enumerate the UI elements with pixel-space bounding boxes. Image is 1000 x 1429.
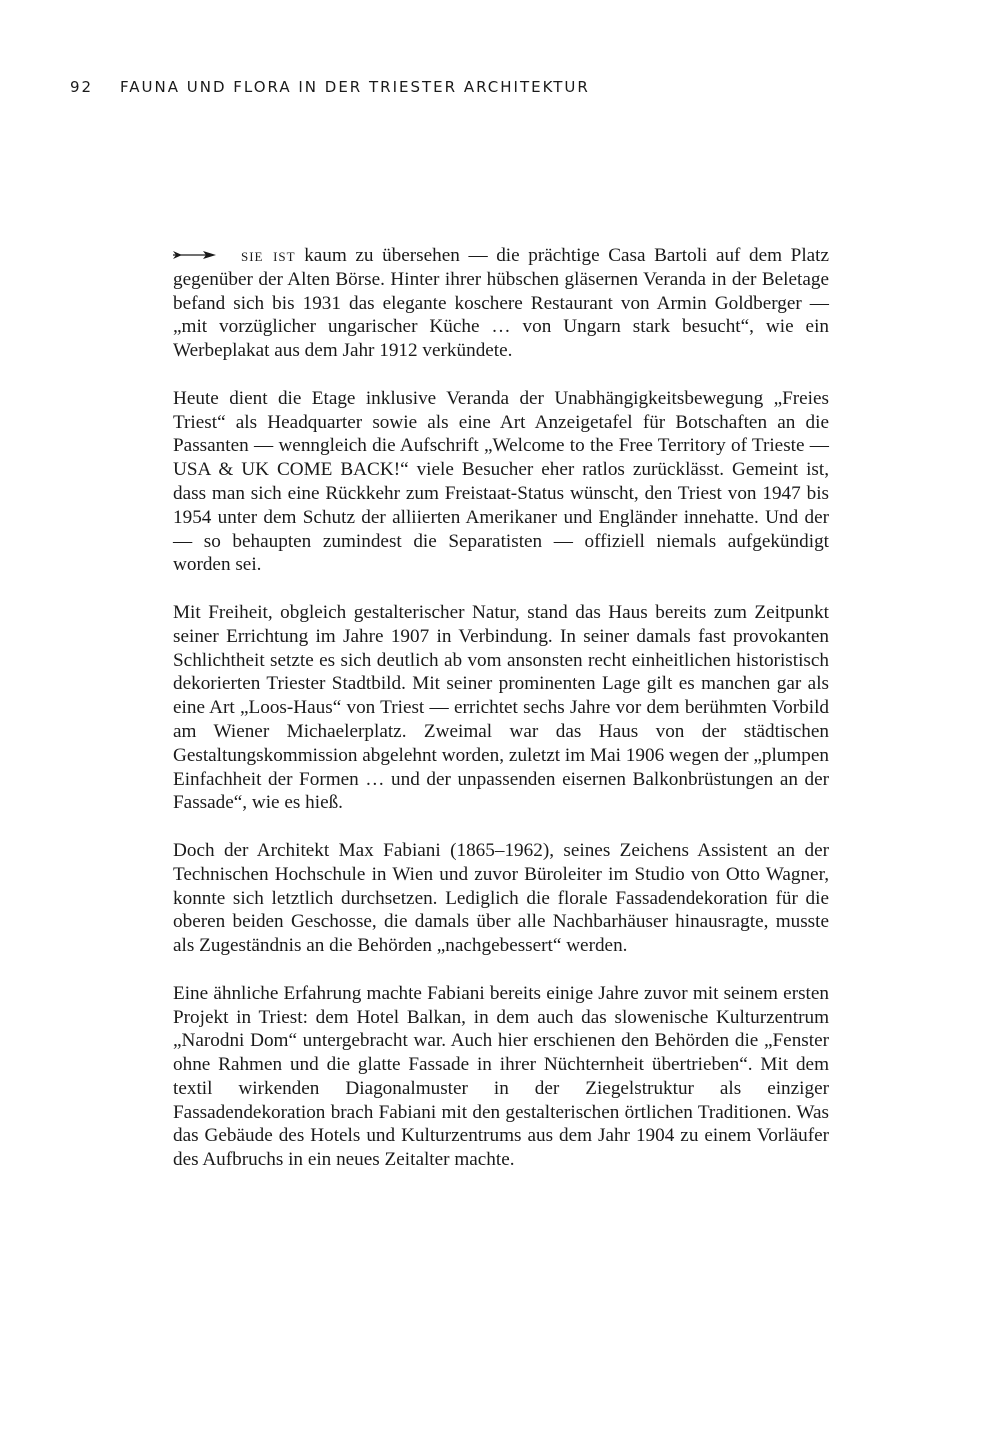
paragraph-3: Mit Freiheit, obgleich gestalterischer Natur, stand das Haus bereits zum Zeitpunkt seiner Errichtung im Jahre 1907 in Verbindung. In seiner damals fast provokanten Schlichtheit setzte es sich deutlich ab vom ansonsten recht einheitlichen historistisch dekorierten Triester Stadtbild. Mit seiner prominenten Lage gilt es manchen gar als eine Art „Loos-Haus“ von Triest — errichtet sechs Jahre vor dem berühmten Vorbild am Wiener Michaelerplatz. Zweimal war das Haus von der städtischen Gestaltungskommission abgelehnt worden, zuletzt im Mai 1906 wegen der „plumpen Einfachheit der Formen … und der unpassenden eisernen Balkonbrüstungen an der Fassade“, wie es hieß. bbox=[173, 601, 829, 814]
page-number: 92 bbox=[70, 78, 94, 96]
running-head bbox=[70, 78, 590, 96]
paragraph-1-text: kaum zu übersehen — die prächtige Casa Bartoli auf dem Platz gegenüber der Alten Börse. Hinter ihrer hübschen gläsernen Veranda in der Beletage befand sich bis 1931 das elegante koschere Restaurant von Armin Goldberger — „mit vorzüglicher ungarischer Küche … von Ungarn stark besucht“, wie ein Werbeplakat aus dem Jahr 1912 verkündete. bbox=[173, 245, 830, 362]
paragraph-2: Heute dient die Etage inklusive Veranda der Unabhängigkeitsbewegung „Freies Triest“ als Headquarter sowie als eine Art Anzeigetafel für Botschaften an die Passanten — wenngleich die Aufschrift „Welcome to the Free Territory of Trieste — USA & UK COME BACK!“ viele Besucher eher ratlos zurücklässt. Gemeint ist, dass man sich eine Rückkehr zum Freistaat-Status wünscht, den Triest von 1947 bis 1954 unter dem Schutz der alliierten Amerikaner und Engländer innehatte. Und der — so behaupten zumindest die Separatisten — offiziell niemals aufgekündigt worden sei. bbox=[173, 387, 829, 576]
paragraph-5: Eine ähnliche Erfahrung machte Fabiani bereits einige Jahre zuvor mit seinem ersten Projekt in Triest: dem Hotel Balkan, in dem auch das slowenische Kulturzentrum „Narodni Dom“ untergebracht war. Auch hier erschienen den Behörden die „Fenster ohne Rahmen und die glatte Fassade in ihrer Nüchternheit übertrieben“. Mit dem textil wirkenden Diagonalmuster in der Ziegelstruktur als einziger Fassadendekoration brach Fabiani mit den gestalterischen örtlichen Traditionen. Was das Gebäude des Hotels und Kulturzentrums aus dem Jahr 1904 zu einem Vorläufer des Aufbruchs in ein neues Zeitalter machte. bbox=[173, 982, 829, 1171]
double-arrow-icon bbox=[173, 250, 217, 260]
lead-words: sie ist bbox=[241, 245, 296, 266]
running-title: FAUNA UND FLORA IN DER TRIESTER ARCHITEKTUR bbox=[120, 78, 590, 96]
article-body bbox=[173, 244, 829, 1196]
paragraph-4: Doch der Architekt Max Fabiani (1865–1962), seines Zeichens Assistent an der Technischen Hochschule in Wien und zuvor Büroleiter im Studio von Otto Wagner, konnte sich letztlich durchsetzen. Lediglich die florale Fassadendekoration für die oberen beiden Geschosse, die damals über alle Nachbarhäuser hinausragte, musste als Zugeständnis an die Behörden „nachgebessert“ werden. bbox=[173, 839, 829, 957]
paragraph-1 bbox=[173, 244, 829, 363]
